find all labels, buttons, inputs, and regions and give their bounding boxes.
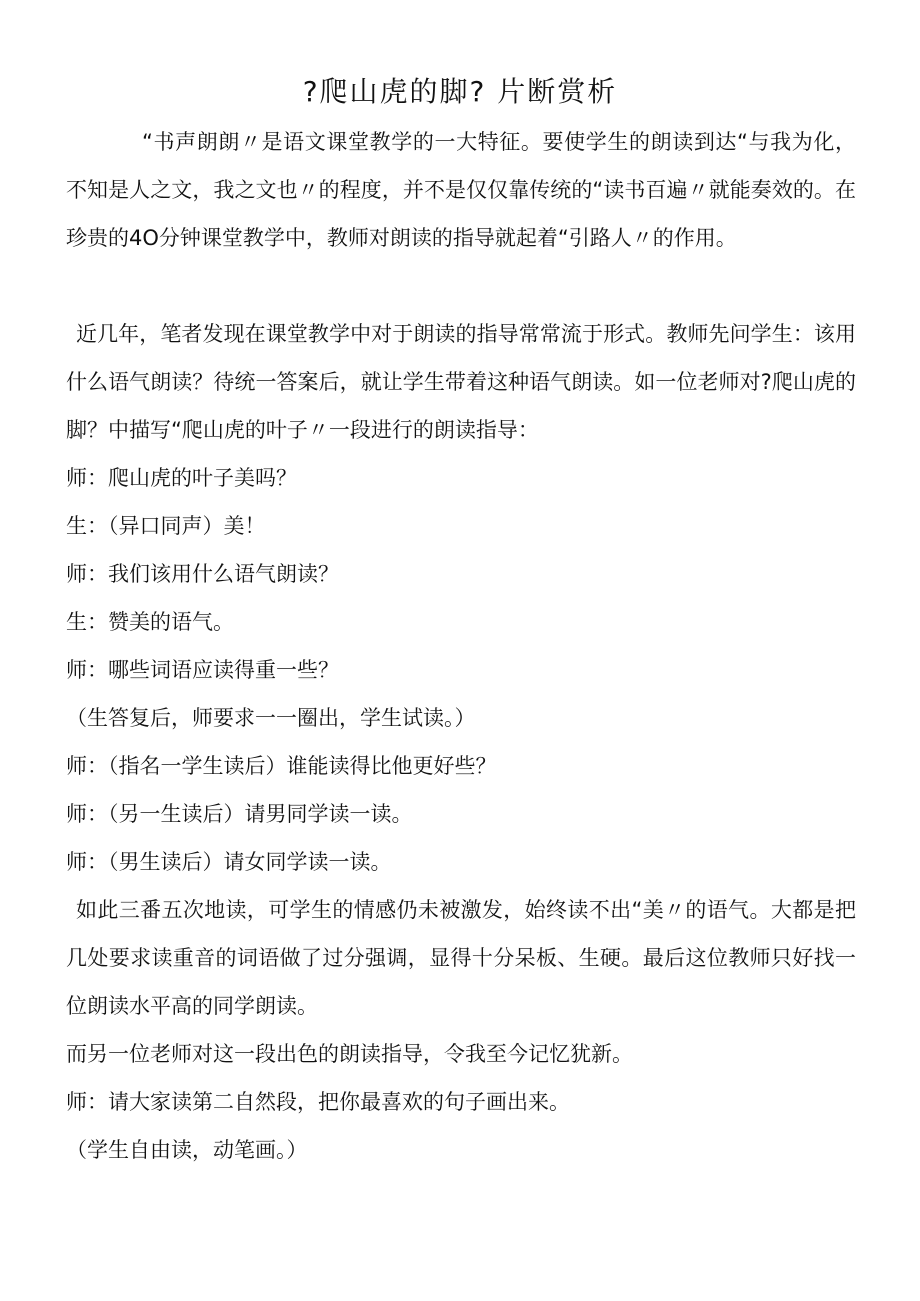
dialogue-line: 生：（异口同声）美！ [66, 514, 266, 538]
dialogue-line: 师：爬山虎的叶子美吗？ [66, 466, 297, 490]
dialogue-line: 师：请大家读第二自然段，把你最喜欢的句子画出来。 [66, 1090, 570, 1114]
document-title: ?爬山虎的脚? 片断赏析 [302, 75, 618, 108]
paragraph-result: 如此三番五次地读，可学生的情感仍未被激发，始终读不出“美〃的语气。大都是把几处要求读重音的词语做了过分强调，显得十分呆板、生硬。最后这位教师只好找一位朗读水平高的同学朗读。 [66, 898, 856, 1018]
dialogue-line: 师：我们该用什么语气朗读？ [66, 562, 339, 586]
dialogue-line: 师：（另一生读后）请男同学读一读。 [66, 802, 413, 826]
paragraph-observation: 近几年，笔者发现在课堂教学中对于朗读的指导常常流于形式。教师先问学生：该用什么语气朗读？待统一答案后，就让学生带着这种语气朗读。如一位老师对?爬山虎的脚？中描写“爬山虎的叶子〃一段进行的朗读指导： [66, 322, 856, 442]
dialogue-line: 师：（男生读后）请女同学读一读。 [66, 850, 392, 874]
dialogue-line: 生：赞美的语气。 [66, 610, 234, 634]
dialogue-line: （生答复后，师要求一一圈出，学生试读。） [66, 706, 476, 730]
dialogue-line: 师：（指名一学生读后）谁能读得比他更好些？ [66, 754, 497, 778]
paragraph-transition: 而另一位老师对这一段出色的朗读指导，令我至今记忆犹新。 [66, 1042, 633, 1066]
paragraph-intro: “书声朗朗〃是语文课堂教学的一大特征。要使学生的朗读到达“与我为化，不知是人之文，我之文也〃的程度，并不是仅仅靠传统的“读书百遍〃就能奏效的。在珍贵的4O分钟课堂教学中，教师对朗读的指导就起着“引路人〃的作用。 [66, 130, 856, 250]
dialogue-line: 师：哪些词语应读得重一些？ [66, 658, 339, 682]
dialogue-line: （学生自由读，动笔画。） [66, 1138, 308, 1162]
